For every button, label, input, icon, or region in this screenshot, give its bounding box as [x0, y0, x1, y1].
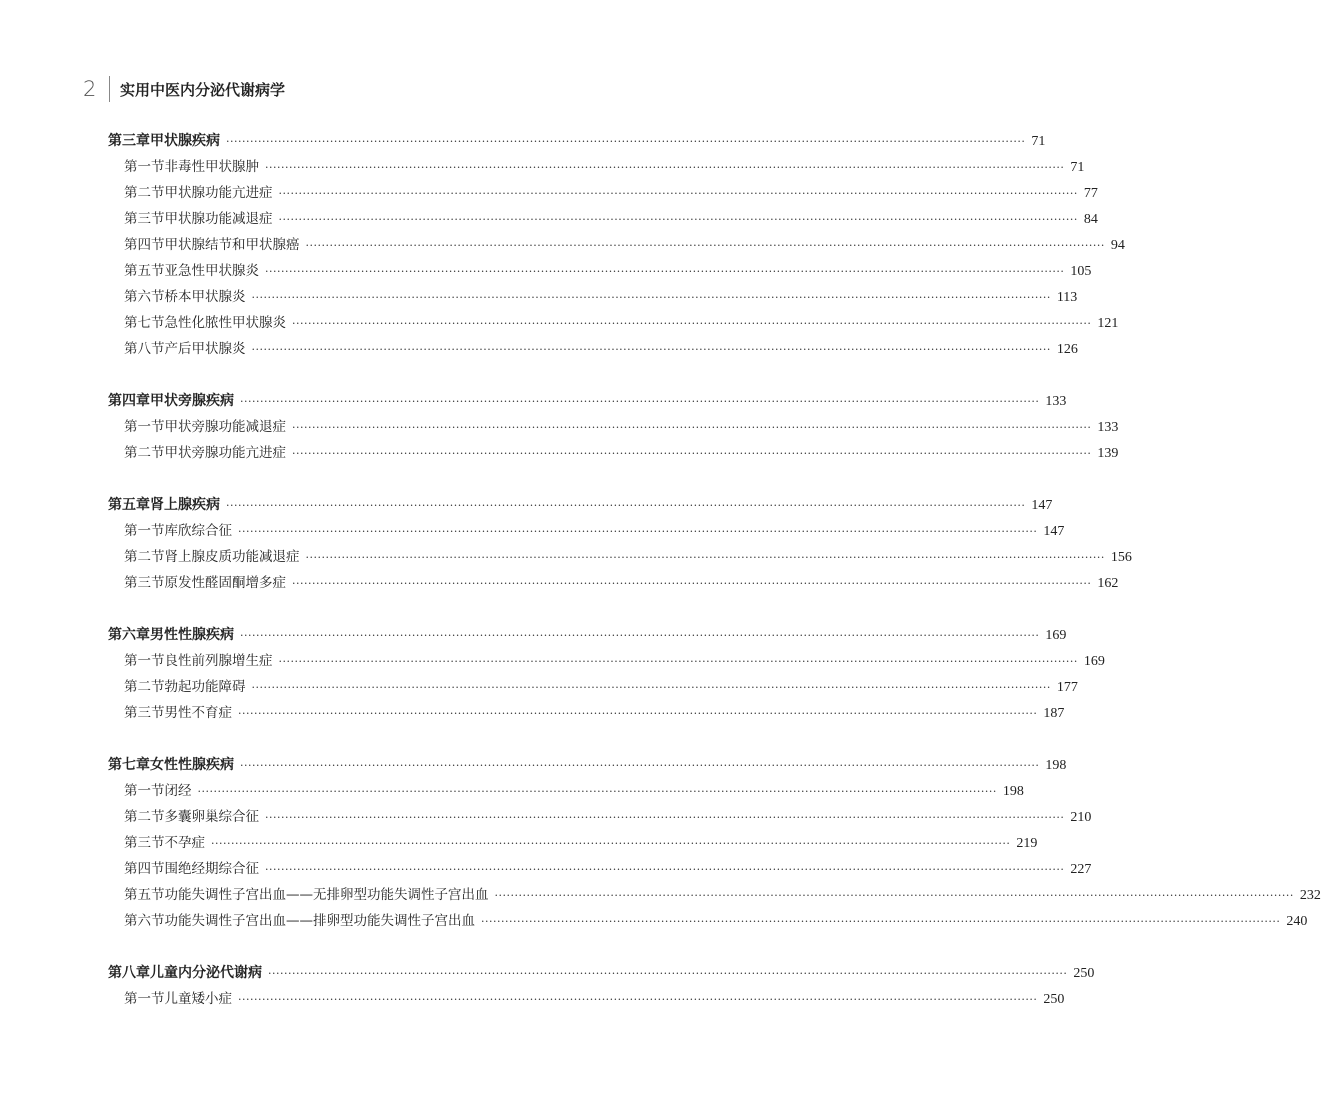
leader-dots: ········································································································································································································	[265, 863, 1065, 876]
section-title: 甲状旁腺功能亢进症	[164, 445, 286, 461]
section-title: 男性不育症	[164, 705, 232, 721]
leader-dots: ········································································································································································································	[305, 551, 1105, 564]
toc-section-row	[108, 804, 1092, 830]
section-number: 第一节	[124, 523, 165, 539]
leader-dots: ········································································································································································································	[292, 447, 1092, 460]
section-title: 非毒性甲状腺肿	[164, 159, 259, 175]
section-page-number: 177	[1056, 680, 1078, 695]
toc-section-row	[108, 414, 1119, 440]
chapter-page-number: 250	[1073, 966, 1095, 981]
section-number: 第一节	[124, 991, 165, 1007]
section-title: 甲状旁腺功能减退症	[164, 419, 286, 435]
toc-section-row	[108, 154, 1085, 180]
section-number: 第一节	[124, 159, 165, 175]
section-title: 甲状腺结节和甲状腺癌	[164, 237, 300, 253]
leader-dots: ········································································································································································································	[238, 707, 1038, 720]
section-title: 勃起功能障碍	[164, 679, 246, 695]
leader-dots: ········································································································································································································	[226, 499, 1026, 512]
chapter-number: 第三章	[108, 133, 150, 149]
section-page-number: 250	[1043, 992, 1065, 1007]
toc-section-row	[108, 180, 1098, 206]
toc-section-row	[108, 206, 1098, 232]
chapter-title: 儿童内分泌代谢病	[150, 965, 262, 981]
toc-chapter-row	[108, 960, 1095, 986]
toc-section-row	[108, 336, 1078, 362]
chapter-page-number: 133	[1045, 394, 1067, 409]
leader-dots: ········································································································································································································	[238, 525, 1038, 538]
section-page-number: 162	[1097, 576, 1119, 591]
section-page-number: 240	[1286, 914, 1308, 929]
section-page-number: 169	[1083, 654, 1105, 669]
toc-section-row	[108, 986, 1065, 1012]
section-page-number: 156	[1110, 550, 1132, 565]
toc-section-row	[108, 830, 1038, 856]
chapter-gap	[108, 596, 686, 622]
chapter-page-number: 169	[1045, 628, 1067, 643]
section-number: 第二节	[124, 679, 165, 695]
section-number: 第一节	[124, 419, 165, 435]
toc-section-row	[108, 284, 1078, 310]
section-page-number: 94	[1110, 238, 1125, 253]
leader-dots: ········································································································································································································	[240, 759, 1040, 772]
chapter-title: 甲状旁腺疾病	[150, 393, 234, 409]
table-of-contents	[108, 128, 1321, 1012]
section-page-number: 198	[1002, 784, 1024, 799]
toc-section-row	[108, 440, 1119, 466]
leader-dots: ········································································································································································································	[278, 655, 1078, 668]
toc-section-row	[108, 258, 1092, 284]
section-page-number: 113	[1056, 290, 1078, 305]
leader-dots: ········································································································································································································	[292, 421, 1092, 434]
chapter-gap	[108, 934, 686, 960]
leader-dots: ········································································································································································································	[251, 343, 1051, 356]
toc-section-row	[108, 700, 1065, 726]
toc-section-row	[108, 674, 1078, 700]
chapter-gap	[108, 362, 686, 388]
section-title: 闭经	[164, 783, 192, 799]
chapter-number: 第四章	[108, 393, 150, 409]
section-page-number: 133	[1097, 420, 1119, 435]
section-number: 第七节	[124, 315, 165, 331]
chapter-title: 甲状腺疾病	[150, 133, 220, 149]
section-number: 第二节	[124, 185, 165, 201]
chapter-number: 第六章	[108, 627, 150, 643]
section-number: 第五节	[124, 263, 165, 279]
leader-dots: ········································································································································································································	[265, 811, 1065, 824]
toc-section-row	[108, 648, 1105, 674]
section-page-number: 147	[1043, 524, 1065, 539]
section-page-number: 77	[1083, 186, 1098, 201]
section-page-number: 139	[1097, 446, 1119, 461]
leader-dots: ········································································································································································································	[494, 889, 1294, 902]
section-number: 第三节	[124, 835, 165, 851]
leader-dots: ········································································································································································································	[251, 291, 1051, 304]
leader-dots: ········································································································································································································	[251, 681, 1051, 694]
section-number: 第二节	[124, 445, 165, 461]
toc-chapter-row	[108, 752, 1067, 778]
toc-section-row	[108, 882, 1321, 908]
toc-section-row	[108, 570, 1119, 596]
page-header	[83, 76, 285, 102]
section-title: 围绝经期综合征	[164, 861, 259, 877]
toc-chapter-row	[108, 128, 1046, 154]
section-title: 功能失调性子宫出血——无排卵型功能失调性子宫出血	[164, 887, 489, 903]
section-number: 第一节	[124, 653, 165, 669]
toc-section-row	[108, 856, 1092, 882]
leader-dots: ········································································································································································································	[265, 161, 1065, 174]
leader-dots: ········································································································································································································	[265, 265, 1065, 278]
section-number: 第五节	[124, 887, 165, 903]
toc-chapter-row	[108, 492, 1053, 518]
leader-dots: ········································································································································································································	[268, 967, 1068, 980]
toc-chapter-row	[108, 388, 1067, 414]
section-number: 第三节	[124, 211, 165, 227]
leader-dots: ········································································································································································································	[278, 187, 1078, 200]
section-number: 第三节	[124, 705, 165, 721]
section-number: 第六节	[124, 913, 165, 929]
section-title: 功能失调性子宫出血——排卵型功能失调性子宫出血	[164, 913, 475, 929]
leader-dots: ········································································································································································································	[292, 577, 1092, 590]
section-title: 甲状腺功能亢进症	[164, 185, 273, 201]
section-title: 不孕症	[164, 835, 205, 851]
section-title: 桥本甲状腺炎	[164, 289, 246, 305]
section-title: 产后甲状腺炎	[164, 341, 246, 357]
section-title: 多囊卵巢综合征	[164, 809, 259, 825]
leader-dots: ········································································································································································································	[240, 629, 1040, 642]
leader-dots: ········································································································································································································	[305, 239, 1105, 252]
chapter-title: 肾上腺疾病	[150, 497, 220, 513]
section-title: 原发性醛固酮增多症	[164, 575, 286, 591]
leader-dots: ········································································································································································································	[292, 317, 1092, 330]
section-number: 第八节	[124, 341, 165, 357]
chapter-title: 男性性腺疾病	[150, 627, 234, 643]
section-title: 急性化脓性甲状腺炎	[164, 315, 286, 331]
chapter-page-number: 147	[1031, 498, 1053, 513]
section-page-number: 219	[1016, 836, 1038, 851]
toc-section-row	[108, 544, 1132, 570]
leader-dots: ········································································································································································································	[481, 915, 1281, 928]
section-number: 第二节	[124, 549, 165, 565]
section-page-number: 187	[1043, 706, 1065, 721]
section-page-number: 84	[1083, 212, 1098, 227]
book-title: 实用中医内分泌代谢病学	[120, 80, 286, 99]
leader-dots: ········································································································································································································	[197, 785, 997, 798]
section-page-number: 105	[1070, 264, 1092, 279]
section-title: 亚急性甲状腺炎	[164, 263, 259, 279]
chapter-number: 第五章	[108, 497, 150, 513]
chapter-title: 女性性腺疾病	[150, 757, 234, 773]
toc-section-row	[108, 310, 1119, 336]
toc-section-row	[108, 518, 1065, 544]
section-title: 库欣综合征	[164, 523, 232, 539]
section-title: 儿童矮小症	[164, 991, 232, 1007]
section-number: 第一节	[124, 783, 165, 799]
toc-section-row	[108, 778, 1024, 804]
section-number: 第三节	[124, 575, 165, 591]
chapter-page-number: 198	[1045, 758, 1067, 773]
toc-chapter-row	[108, 622, 1067, 648]
leader-dots: ········································································································································································································	[226, 135, 1026, 148]
leader-dots: ········································································································································································································	[278, 213, 1078, 226]
section-page-number: 232	[1299, 888, 1321, 903]
chapter-page-number: 71	[1031, 134, 1046, 149]
section-page-number: 71	[1070, 160, 1085, 175]
chapter-number: 第八章	[108, 965, 150, 981]
section-page-number: 210	[1070, 810, 1092, 825]
section-title: 肾上腺皮质功能减退症	[164, 549, 300, 565]
toc-section-row	[108, 232, 1125, 258]
section-title: 甲状腺功能减退症	[164, 211, 273, 227]
section-page-number: 227	[1070, 862, 1092, 877]
page-number: 2	[83, 77, 97, 101]
header-divider	[109, 76, 110, 102]
leader-dots: ········································································································································································································	[211, 837, 1011, 850]
section-page-number: 126	[1056, 342, 1078, 357]
section-number: 第四节	[124, 861, 165, 877]
section-page-number: 121	[1097, 316, 1119, 331]
section-number: 第四节	[124, 237, 165, 253]
chapter-gap	[108, 726, 686, 752]
section-title: 良性前列腺增生症	[164, 653, 273, 669]
chapter-number: 第七章	[108, 757, 150, 773]
section-number: 第六节	[124, 289, 165, 305]
section-number: 第二节	[124, 809, 165, 825]
leader-dots: ········································································································································································································	[240, 395, 1040, 408]
chapter-gap	[108, 466, 686, 492]
toc-section-row	[108, 908, 1308, 934]
leader-dots: ········································································································································································································	[238, 993, 1038, 1006]
